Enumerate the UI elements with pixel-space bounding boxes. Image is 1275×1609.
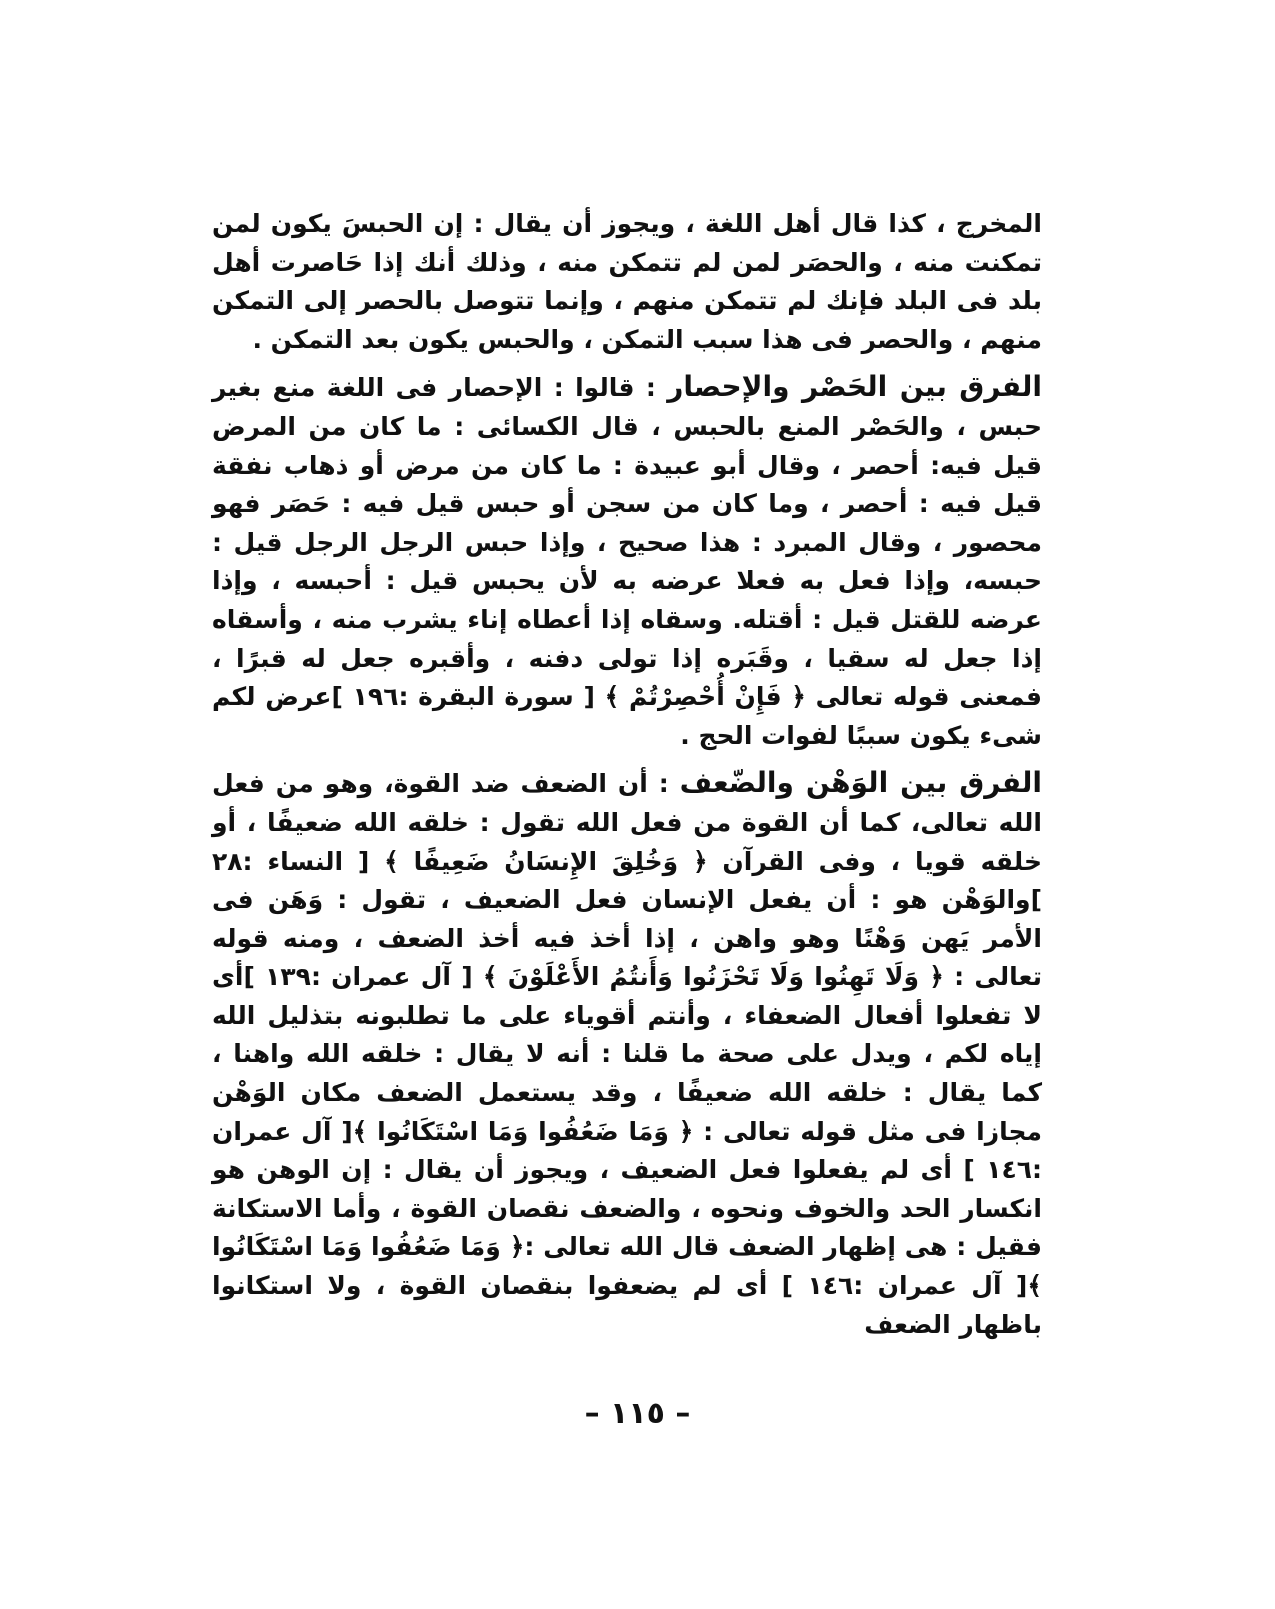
paragraph-2-text: : قالوا : الإحصار فى اللغة منع بغير حبس ، والحَصْر المنع بالحبس ، قال الكسائى : ما كان من المرض قيل فيه: أحصر ، وقال أبو عبيدة : ما كان من مرض أو ذهاب نفقة قيل فيه : أحصر ، وما كان من سجن أو حبس قيل فيه : حَصَر فهو محصور ، وقال المبرد : هذا صحيح ، وإذا حبس الرجل الرجل قيل : حبسه، وإذا فعل به فعلا عرضه به لأن يحبس قيل : أحبسه ، وإذا عرضه للقتل قيل : أقتله. وسقاه إذا أعطاه إناء يشرب منه ، وأسقاه إذا جعل له سقيا ، وقَبَره إذا تولى دفنه ، وأقبره جعل له قبرًا ، فمعنى قوله تعالى ﴿ فَإِنْ أُحْصِرْتُمْ ﴾ [ سورة البقرة :١٩٦ ]عرض لكم شىء يكون سببًا لفوات الحج .	[212, 373, 1043, 750]
section-heading-hasr-ihsar: الفرق بين الحَصْر والإحصار	[667, 370, 1042, 404]
paragraph-3-text: : أن الضعف ضد القوة، وهو من فعل الله تعالى، كما أن القوة من فعل الله تقول : خلقه الله ضعيفًا ، أو خلقه قويا ، وفى القرآن ﴿ وَخُلِقَ الإِنسَانُ ضَعِيفًا ﴾ [ النساء :٢٨ ]والوَهْن هو : أن يفعل الإنسان فعل الضعيف ، تقول : وَهَن فى الأمر يَهن وَهْنًا وهو واهن ، إذا أخذ فيه أخذ الضعف ، ومنه قوله تعالى : ﴿ وَلَا تَهِنُوا وَلَا تَحْزَنُوا وَأَنتُمُ الأَعْلَوْنَ ﴾ [ آل عمران :١٣٩ ]أى لا تفعلوا أفعال الضعفاء ، وأنتم أقوياء على ما تطلبونه بتذليل الله إياه لكم ، ويدل على صحة ما قلنا : أنه لا يقال : خلقه الله واهنا ، كما يقال : خلقه الله ضعيفًا ، وقد يستعمل الضعف مكان الوَهْن مجازا فى مثل قوله تعالى : ﴿ وَمَا ضَعُفُوا وَمَا اسْتَكَانُوا ﴾[ آل عمران :١٤٦ ] أى لم يفعلوا فعل الضعيف ، ويجوز أن يقال : إن الوهن هو انكسار الحد والخوف ونحوه ، والضعف نقصان القوة ، وأما الاستكانة فقيل : هى إظهار الضعف قال الله تعالى :﴿ وَمَا ضَعُفُوا وَمَا اسْتَكَانُوا ﴾[ آل عمران :١٤٦ ] أى لم يضعفوا بنقصان القوة ، ولا استكانوا باظهار الضعف	[212, 769, 1042, 1339]
page-number: – ١١٥ –	[584, 1396, 691, 1431]
paragraph-1	[212, 205, 1042, 359]
section-heading-wahn-daaf: الفرق بين الوَهْن والضّعف	[679, 766, 1042, 800]
paragraph-1-text: المخرج ، كذا قال أهل اللغة ، ويجوز أن يقال : إن الحبسَ يكون لمن تمكنت منه ، والحصَر لمن لم تتمكن منه ، وذلك أنك إذا حَاصرت أهل بلد فى البلد فإنك لم تتمكن منهم ، وإنما تتوصل بالحصر إلى التمكن منهم ، والحصر فى هذا سبب التمكن ، والحبس يكون بعد التمكن .	[212, 209, 1042, 354]
paragraph-3	[212, 764, 1042, 1344]
body-text	[212, 205, 1042, 1344]
paragraph-2	[212, 368, 1042, 755]
